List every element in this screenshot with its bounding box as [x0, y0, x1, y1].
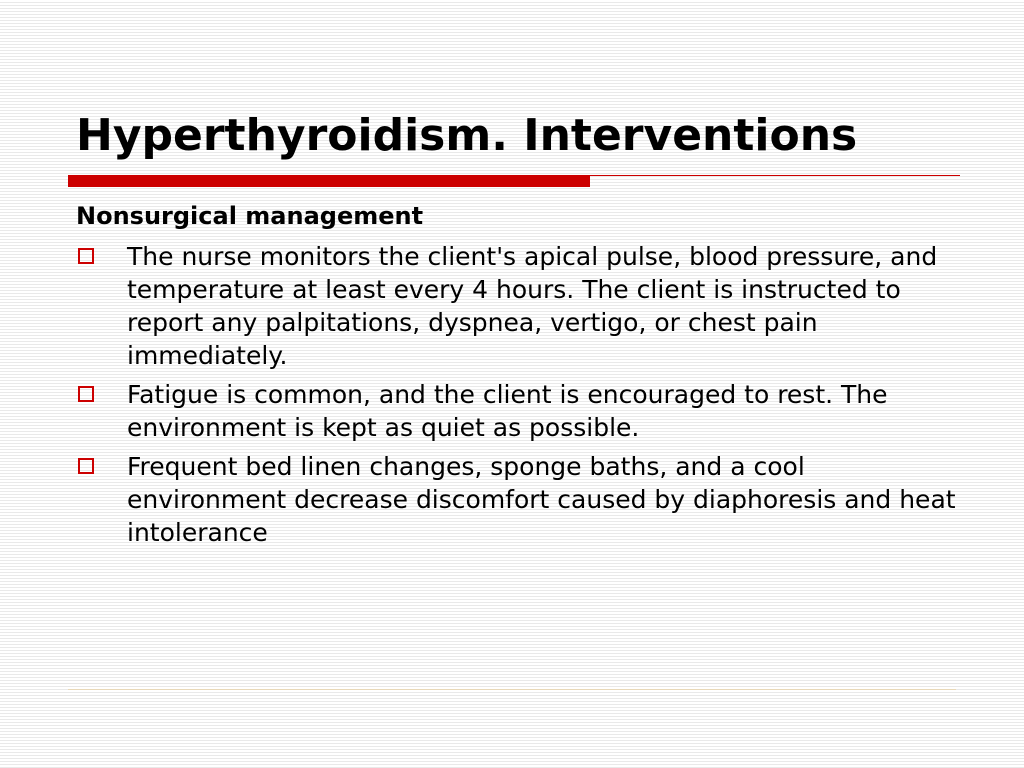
bullet-item [76, 240, 956, 372]
title-underline-thin [590, 175, 960, 176]
hollow-square-bullet-icon [78, 458, 94, 474]
bullet-item [76, 450, 956, 549]
bullet-text: The nurse monitors the client's apical pulse, blood pressure, and temperature at least every 4 hours. The client is instructed to report any palpitations, dyspnea, vertigo, or chest pain immediately. [127, 242, 938, 370]
hollow-square-bullet-icon [78, 386, 94, 402]
bullet-text: Frequent bed linen changes, sponge baths, and a cool environment decrease discomfort caused by diaphoresis and heat intolerance [127, 452, 956, 547]
section-subheading: Nonsurgical management [76, 202, 424, 230]
bullet-item [76, 378, 956, 444]
hollow-square-bullet-icon [78, 248, 94, 264]
bullet-text: Fatigue is common, and the client is encouraged to rest. The environment is kept as quiet as possible. [127, 380, 888, 442]
footer-divider [68, 689, 956, 690]
bullet-list [76, 240, 956, 555]
slide-title: Hyperthyroidism. Interventions [76, 110, 858, 161]
title-underline-thick [68, 175, 590, 187]
